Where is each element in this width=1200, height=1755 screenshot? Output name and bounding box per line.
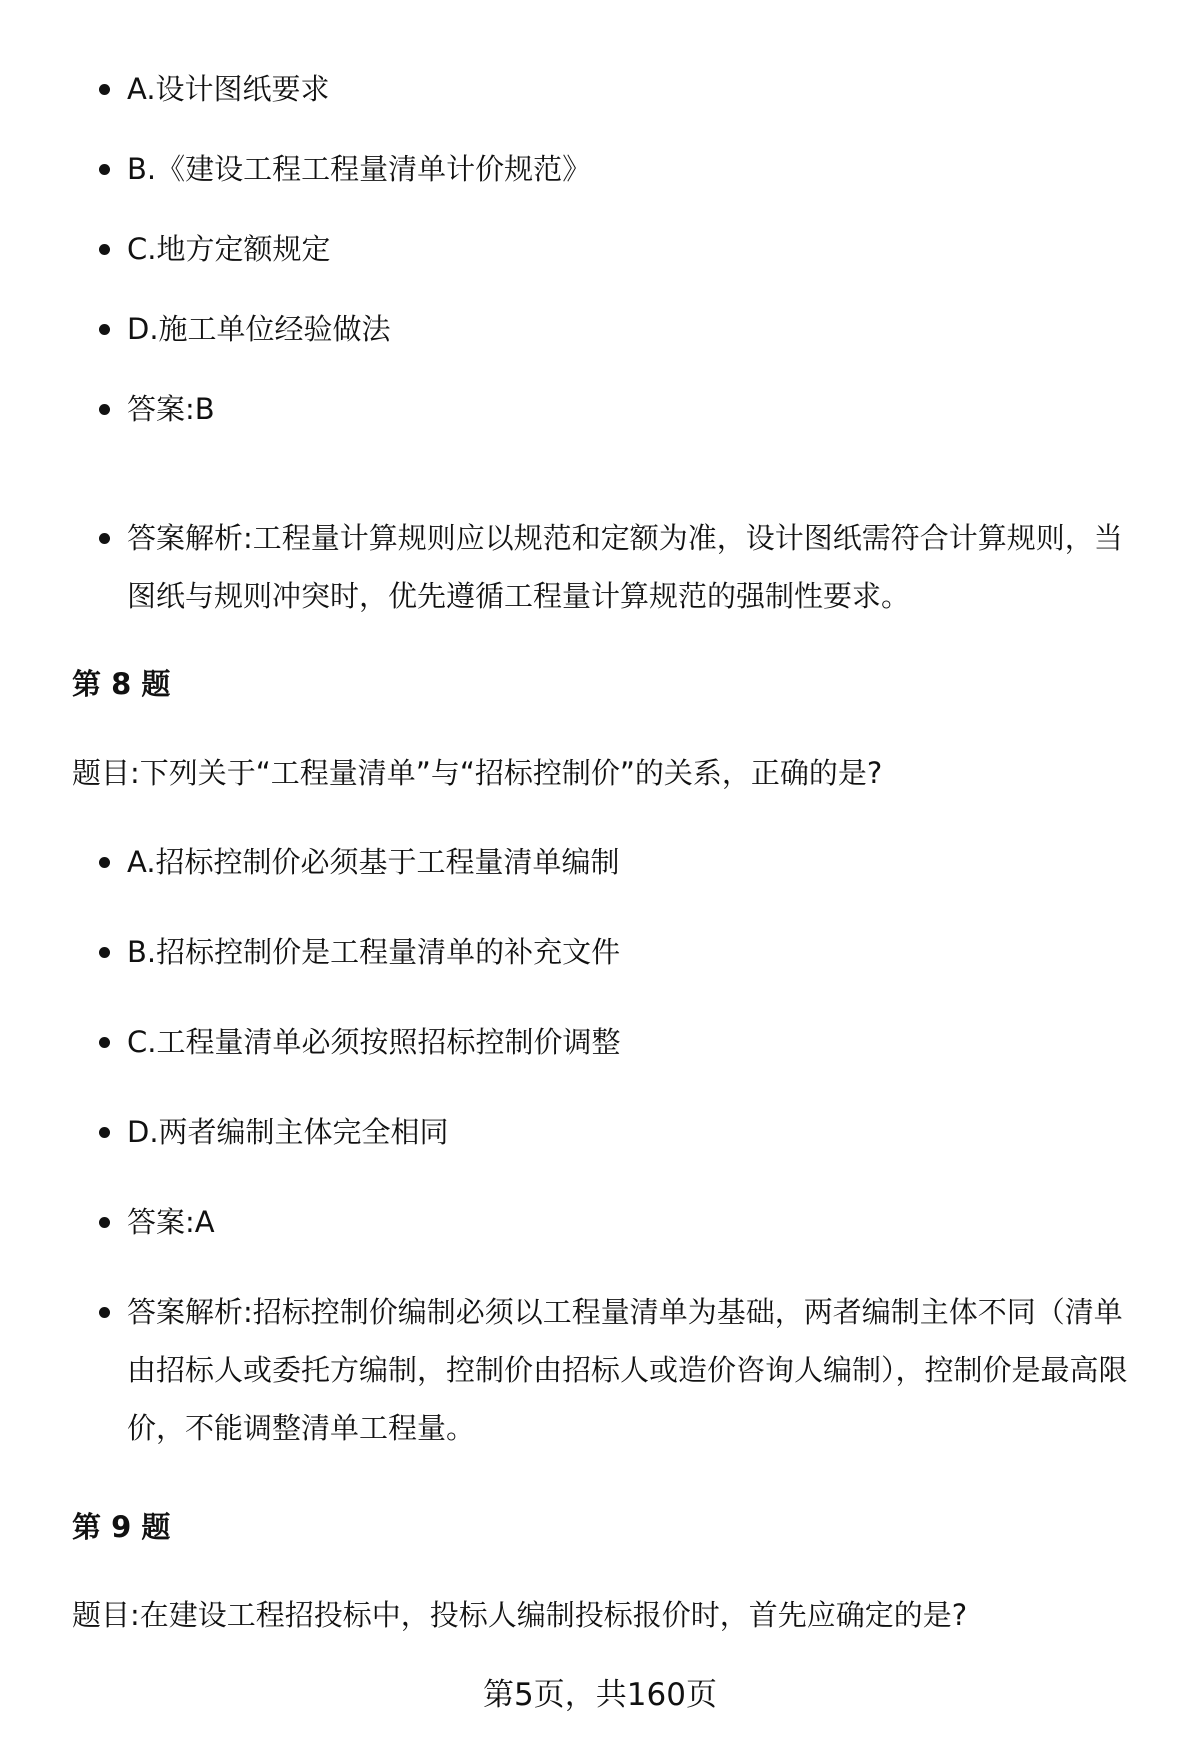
q8-option-a: A.招标控制价必须基于工程量清单编制 bbox=[127, 833, 1147, 891]
q8-heading: 第 8 题 bbox=[72, 667, 171, 701]
q9-heading: 第 9 题 bbox=[72, 1510, 171, 1544]
q8-question: 题目:下列关于“工程量清单”与“招标控制价”的关系，正确的是? bbox=[72, 756, 883, 790]
q7-analysis: 答案解析:工程量计算规则应以规范和定额为准，设计图纸需符合计算规则，当图纸与规则冲突时，优先遵循工程量计算规范的强制性要求。 bbox=[127, 509, 1147, 625]
q8-option-c: C.工程量清单必须按照招标控制价调整 bbox=[127, 1013, 1147, 1071]
q8-option-b: B.招标控制价是工程量清单的补充文件 bbox=[127, 923, 1147, 981]
q8-option-d: D.两者编制主体完全相同 bbox=[127, 1103, 1147, 1161]
q7-option-a: A.设计图纸要求 bbox=[127, 60, 1147, 118]
q7-option-b: B.《建设工程工程量清单计价规范》 bbox=[127, 140, 1147, 198]
q8-answer: 答案:A bbox=[127, 1193, 1147, 1251]
q7-option-d: D.施工单位经验做法 bbox=[127, 300, 1147, 358]
page-number: 第5页，共160页 bbox=[483, 1677, 717, 1713]
q7-option-c: C.地方定额规定 bbox=[127, 220, 1147, 278]
q8-analysis: 答案解析:招标控制价编制必须以工程量清单为基础，两者编制主体不同（清单由招标人或委托方编制，控制价由招标人或造价咨询人编制），控制价是最高限价，不能调整清单工程量。 bbox=[127, 1283, 1147, 1457]
q9-question: 题目:在建设工程招投标中，投标人编制投标报价时，首先应确定的是? bbox=[72, 1598, 968, 1632]
q7-answer: 答案:B bbox=[127, 380, 1147, 438]
